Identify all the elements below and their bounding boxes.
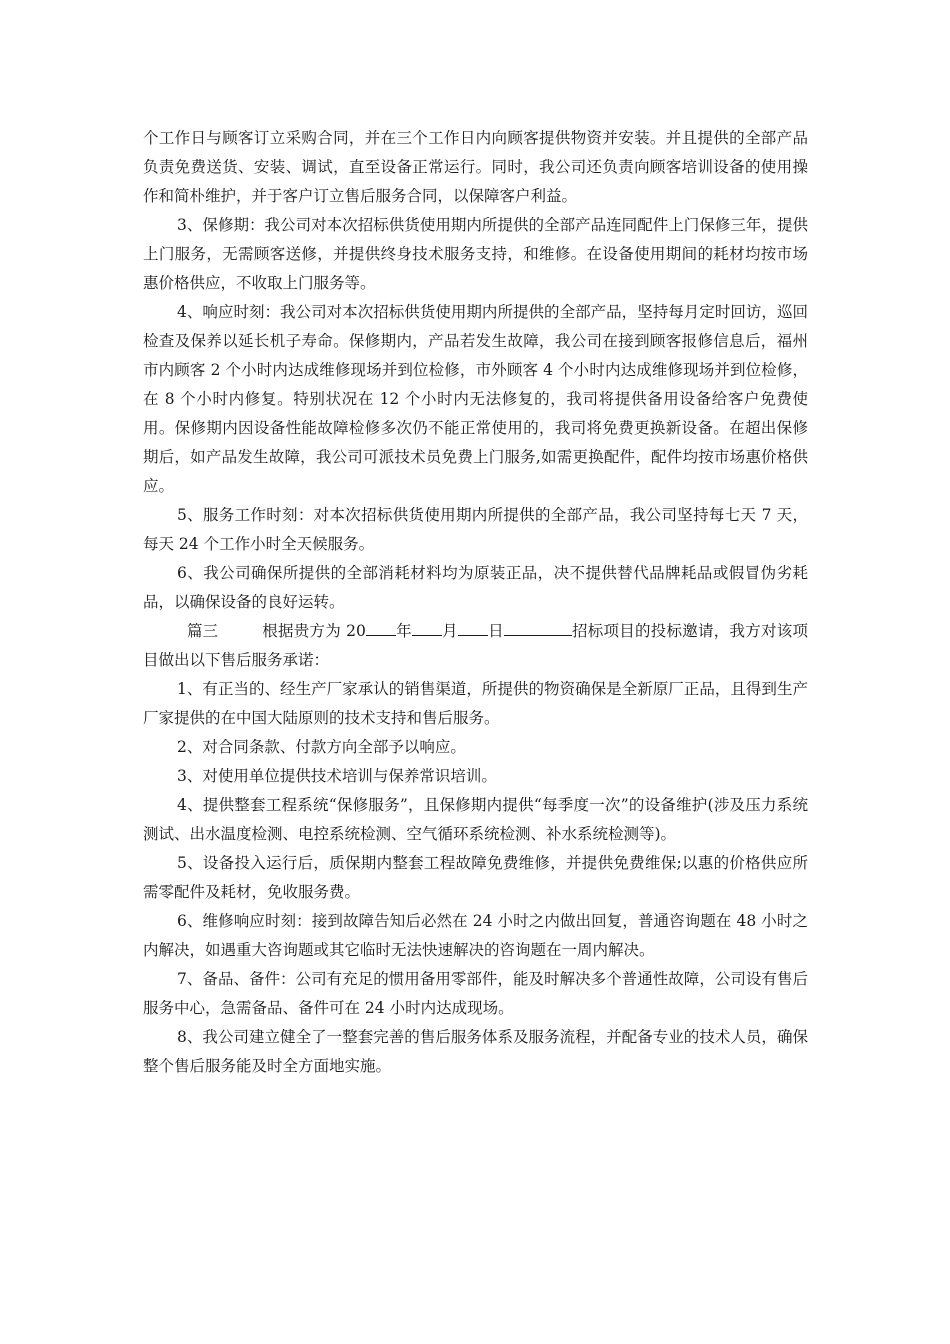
document-body — [143, 124, 808, 1081]
intro-text-b: 年 — [395, 622, 412, 640]
commitment-item: 5、设备投入运行后，质保期内整套工程故障免费维修，并提供免费维保;以惠的价格供应所需零配件及耗材，免收服务费。 — [143, 854, 808, 901]
commitment-item: 3、对使用单位提供技术培训与保养常识培训。 — [177, 767, 497, 785]
intro-text-d: 日 — [487, 622, 504, 640]
commitment-item: 2、对合同条款、付款方向全部予以响应。 — [177, 738, 466, 756]
paragraph-service-hours: 5、服务工作时刻：对本次招标供货使用期内所提供的全部产品，我公司坚持每七天 7 天，每天 24 个工作小时全天候服务。 — [143, 506, 808, 553]
commitment-item: 8、我公司建立健全了一整套完善的售后服务体系及服务流程，并配备专业的技术人员，确保整个售后服务能及时全方面地实施。 — [143, 1028, 808, 1075]
project-name-blank — [504, 617, 572, 636]
section-three-intro — [143, 617, 808, 675]
day-blank — [458, 617, 488, 636]
paragraph-continuation: 个工作日与顾客订立采购合同，并在三个工作日内向顾客提供物资并安装。并且提供的全部产品负责免费送货、安装、调试，直至设备正常运行。同时，我公司还负责向顾客培训设备的使用操作和简朴维护，并于客户订立售后服务合同，以保障客户利益。 — [143, 129, 808, 205]
section-three-label: 篇三 — [187, 622, 219, 640]
commitment-item: 7、备品、备件：公司有充足的惯用备用零部件，能及时解决多个普通性故障，公司设有售后服务中心，急需备品、备件可在 24 小时内达成现场。 — [143, 970, 808, 1017]
intro-text-c: 月 — [441, 622, 458, 640]
intro-text-a: 根据贵方为 20 — [262, 622, 366, 640]
month-blank — [412, 617, 442, 636]
year-blank — [366, 617, 396, 636]
paragraph-warranty-period: 3、保修期：我公司对本次招标供货使用期内所提供的全部产品连同配件上门保修三年，提供上门服务，无需顾客送修，并提供终身技术服务支持，和维修。在设备使用期间的耗材均按市场惠价格供应，不收取上门服务等。 — [143, 216, 808, 292]
commitment-item: 4、提供整套工程系统“保修服务”，且保修期内提供“每季度一次”的设备维护(涉及压力系统测试、出水温度检测、电控系统检测、空气循环系统检测、补水系统检测等)。 — [143, 796, 808, 843]
intro-text-e: 招标项目的投标邀请，我方对该项目做出以下售后服务承诺： — [143, 622, 808, 669]
paragraph-response-time: 4、响应时刻：我公司对本次招标供货使用期内所提供的全部产品，坚持每月定时回访，巡回检查及保养以延长机子寿命。保修期内，产品若发生故障，我公司在接到顾客报修信息后，福州市内顾客 2 个小时内达成维修现场并到位检修，市外顾客 4 个小时内达成维修现场并到位检修，在 8 个小时内修复。特别状况在 12 个小时内无法修复的，我司将提供备用设备给客户免费使用。保修期内因设备性能故障检修多次仍不能正常使用的，我司将免费更换新设备。在超出保修期后，如产品发生故障，我公司可派技术员免费上门服务,如需更换配件，配件均按市场惠价格供应。 — [143, 303, 808, 495]
commitment-item: 1、有正当的、经生产厂家承认的销售渠道，所提供的物资确保是全新原厂正品，且得到生产厂家提供的在中国大陆原则的技术支持和售后服务。 — [143, 680, 808, 727]
paragraph-consumables: 6、我公司确保所提供的全部消耗材料均为原装正品，决不提供替代品牌耗品或假冒伪劣耗品，以确保设备的良好运转。 — [143, 564, 808, 611]
commitment-item: 6、维修响应时刻：接到故障告知后必然在 24 小时之内做出回复，普通咨询题在 48 小时之内解决，如遇重大咨询题或其它临时无法快速解决的咨询题在一周内解决。 — [143, 912, 808, 959]
